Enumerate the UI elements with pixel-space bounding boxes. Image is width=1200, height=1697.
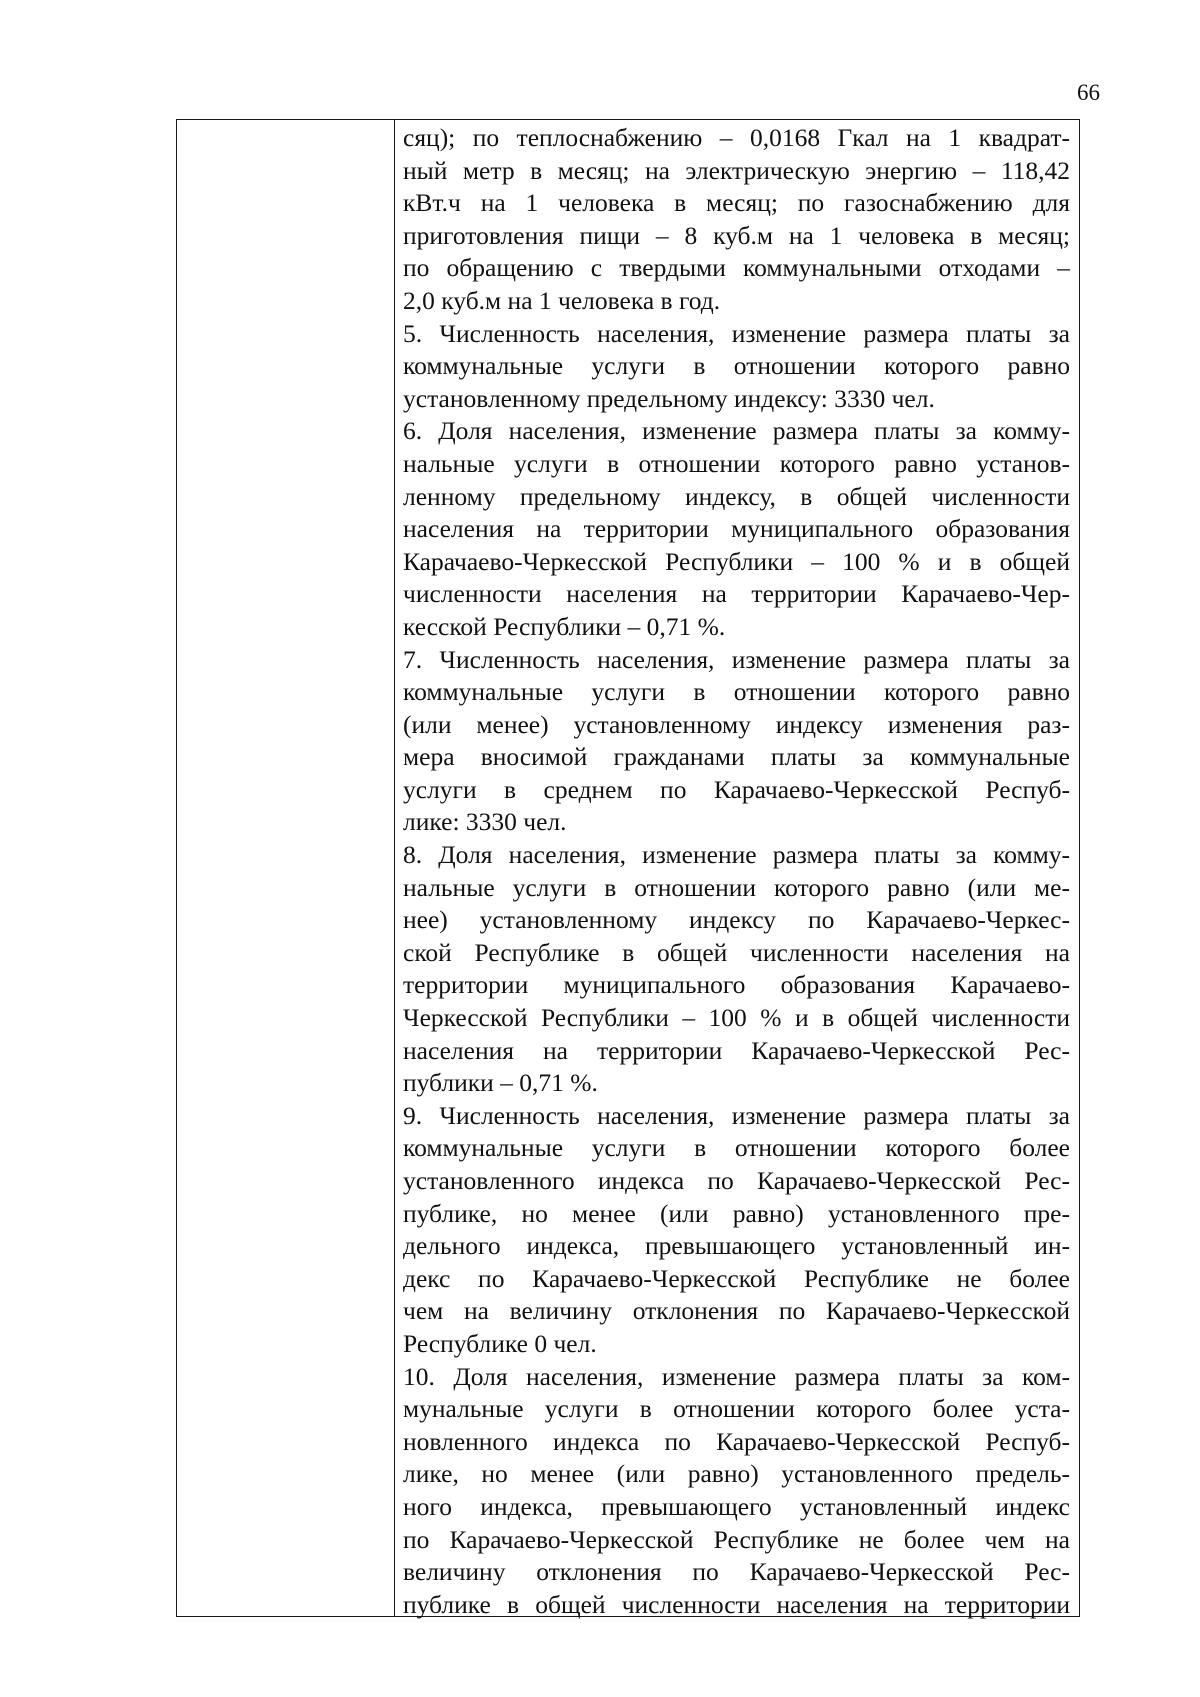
text-line: кВт.ч на 1 человека в месяц; по газоснабжению для: [403, 188, 1070, 218]
text-line: лике: 3330 чел.: [403, 807, 567, 837]
text-line: установленного индекса по Карачаево-Черкесской Рес-: [403, 1166, 1070, 1195]
text-line: населения на территории Карачаево-Черкесской Рес-: [403, 1035, 1070, 1065]
text-line: нальные услуги в отношении которого равно установ-: [403, 448, 1070, 478]
text-line: публике в общей численности населения на территории: [403, 1589, 1070, 1619]
text-line: населения на территории муниципального образования: [403, 514, 1070, 544]
table-left-cell: [177, 120, 395, 1616]
text-line: Черкесской Республики – 100 % и в общей численности: [403, 1003, 1070, 1033]
text-line: коммунальные услуги в отношении которого более: [403, 1133, 1070, 1163]
text-line: лике, но менее (или равно) установленного предель-: [403, 1459, 1070, 1489]
text-line: публике, но менее (или равно) установленного пре-: [403, 1198, 1070, 1228]
text-line: кесской Республики – 0,71 %.: [403, 611, 726, 641]
text-line: ской Республике в общей численности населения на: [403, 937, 1070, 967]
text-line: величину отклонения по Карачаево-Черкесской Рес-: [403, 1557, 1070, 1587]
text-line: дельного индекса, превышающего установленный ин-: [403, 1231, 1070, 1261]
text-line: ного индекса, превышающего установленный индекс: [403, 1491, 1070, 1521]
text-line: 8. Доля населения, изменение размера платы за комму-: [403, 840, 1070, 870]
text-line: коммунальные услуги в отношении которого равно: [403, 677, 1070, 707]
text-line: территории муниципального образования Карачаево-: [403, 970, 1070, 1000]
text-line: по Карачаево-Черкесской Республике не более чем на: [403, 1524, 1070, 1554]
text-line: Карачаево-Черкесской Республики – 100 % и в общей: [403, 546, 1070, 576]
text-line: декс по Карачаево-Черкесской Республике не более: [403, 1263, 1070, 1293]
text-line: нее) установленному индексу по Карачаево-Черкес-: [403, 905, 1070, 935]
document-table: [176, 119, 1080, 1617]
text-line: мера вносимой гражданами платы за коммунальные: [403, 742, 1070, 772]
text-line: (или менее) установленному индексу изменения раз-: [403, 709, 1070, 739]
text-line: Республике 0 чел.: [403, 1328, 597, 1358]
text-line: 6. Доля населения, изменение размера платы за комму-: [403, 416, 1070, 446]
text-line: установленному предельному индексу: 3330 чел.: [403, 383, 935, 413]
text-line: нальные услуги в отношении которого равно (или ме-: [403, 872, 1070, 902]
text-line: 5. Численность населения, изменение размера платы за: [403, 318, 1070, 348]
text-line: мунальные услуги в отношении которого более уста-: [403, 1394, 1070, 1424]
text-line: 7. Численность населения, изменение размера платы за: [403, 644, 1070, 674]
text-line: сяц); по теплоснабжению – 0,0168 Гкал на 1 квадрат-: [403, 123, 1070, 152]
text-line: коммунальные услуги в отношении которого равно: [403, 351, 1070, 381]
table-right-cell: [403, 122, 1070, 1621]
text-line: чем на величину отклонения по Карачаево-Черкесской: [403, 1296, 1070, 1326]
page-number: 66: [1077, 80, 1100, 105]
text-line: численности населения на территории Карачаево-Чер-: [403, 579, 1070, 609]
text-line: 10. Доля населения, изменение размера платы за ком-: [403, 1361, 1070, 1391]
text-line: ный метр в месяц; на электрическую энергию – 118,42: [403, 155, 1070, 185]
text-line: публики – 0,71 %.: [403, 1068, 598, 1098]
text-line: услуги в среднем по Карачаево-Черкесской Респуб-: [403, 774, 1070, 804]
text-line: ленному предельному индексу, в общей численности: [403, 481, 1070, 511]
text-line: по обращению с твердыми коммунальными отходами –: [403, 253, 1070, 283]
text-line: приготовления пищи – 8 куб.м на 1 человека в месяц;: [403, 220, 1070, 250]
text-line: новленного индекса по Карачаево-Черкесской Респуб-: [403, 1426, 1070, 1456]
text-line: 9. Численность населения, изменение размера платы за: [403, 1100, 1070, 1130]
text-line: 2,0 куб.м на 1 человека в год.: [403, 285, 721, 315]
